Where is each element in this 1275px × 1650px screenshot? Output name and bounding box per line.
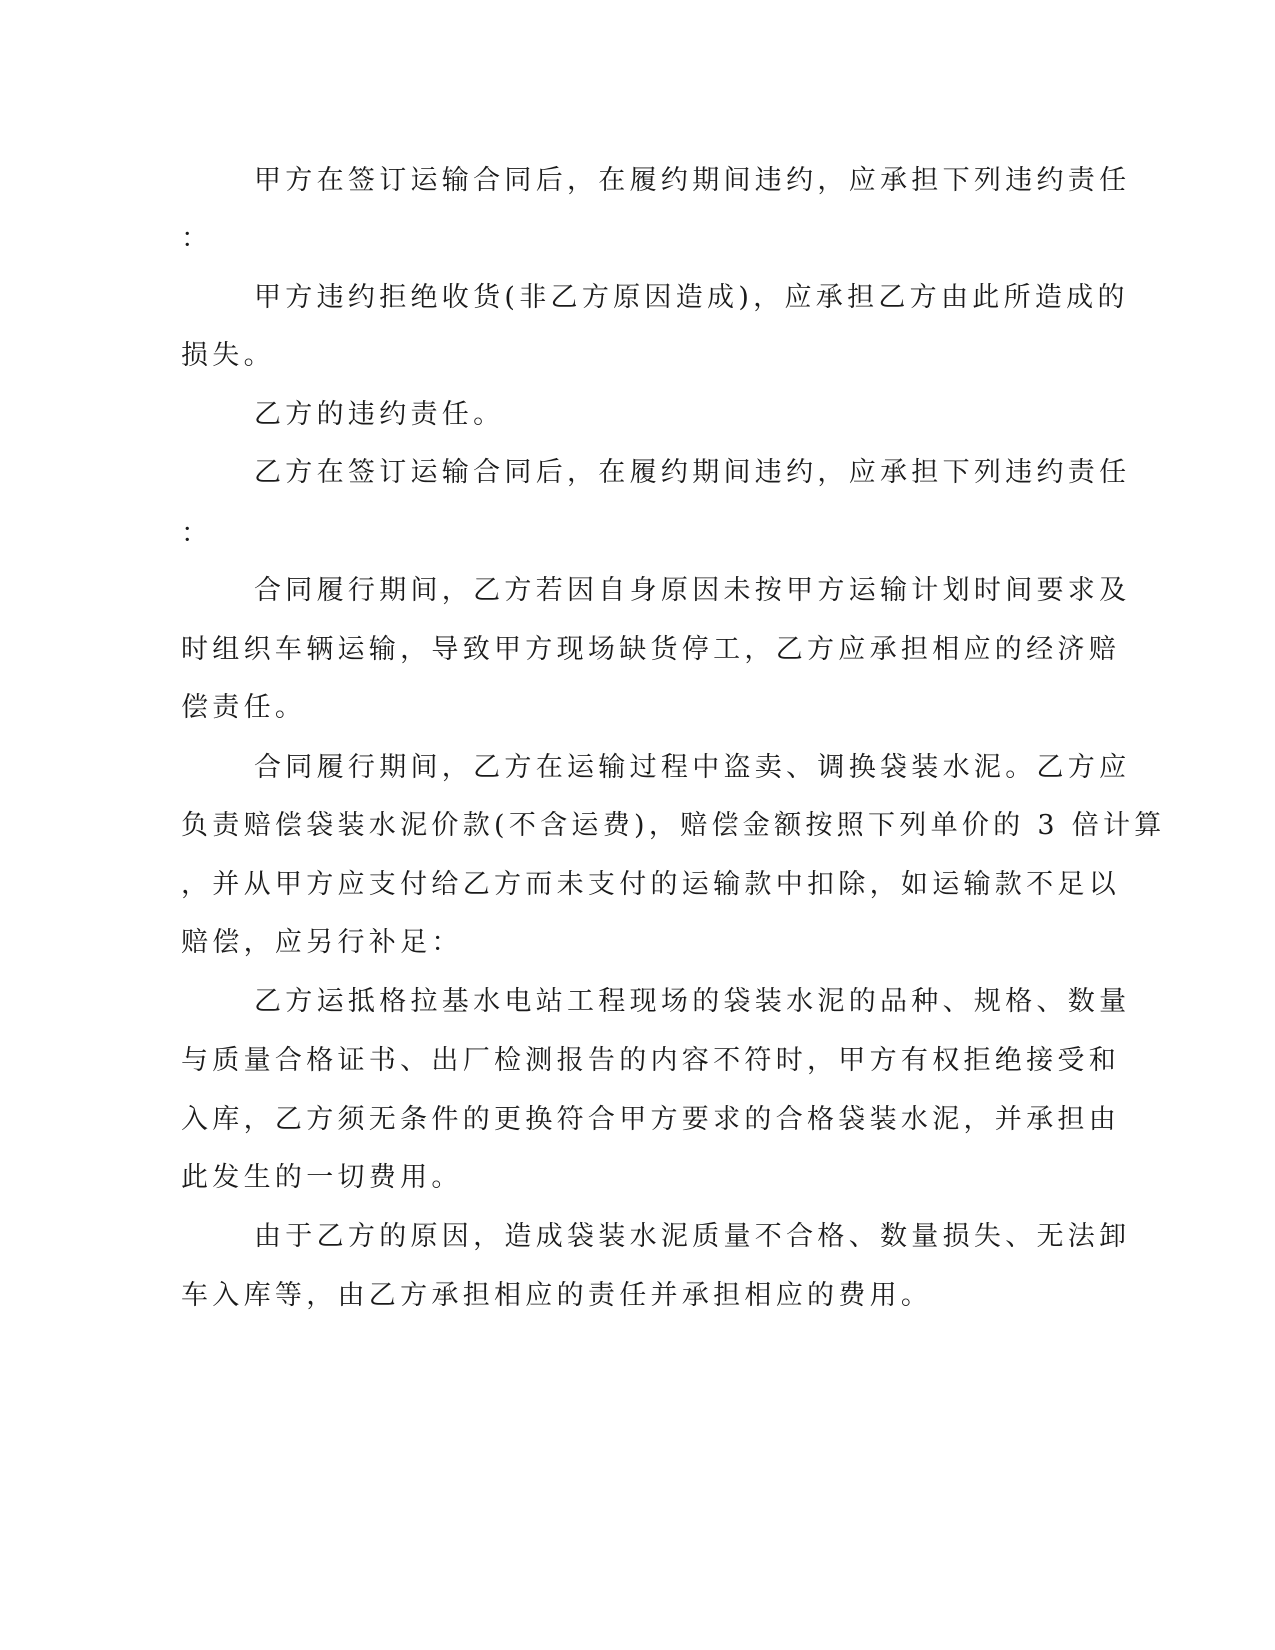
paragraph-1-line-2: ： [181, 223, 213, 254]
paragraph-8-line-1: 由于乙方的原因，造成袋装水泥质量不合格、数量损失、无法卸 [254, 1221, 1131, 1252]
paragraph-4-line-2: ： [181, 518, 213, 549]
paragraph-5-line-3: 偿责任。 [181, 692, 307, 723]
paragraph-1-line-1: 甲方在签订运输合同后，在履约期间违约，应承担下列违约责任 [254, 165, 1131, 196]
paragraph-5-line-1: 合同履行期间，乙方若因自身原因未按甲方运输计划时间要求及 [254, 575, 1131, 606]
paragraph-6-line-1: 合同履行期间，乙方在运输过程中盗卖、调换袋装水泥。乙方应 [254, 752, 1131, 783]
paragraph-3-line-1: 乙方的违约责任。 [254, 399, 505, 430]
paragraph-6-line-4: 赔偿，应另行补足： [181, 927, 463, 958]
paragraph-6-line-2: 负责赔偿袋装水泥价款(不含运费)，赔偿金额按照下列单价的 3 倍计算 [181, 810, 1166, 841]
paragraph-8-line-2: 车入库等，由乙方承担相应的责任并承担相应的费用。 [181, 1280, 933, 1311]
paragraph-6-line-3: ，并从甲方应支付给乙方而未支付的运输款中扣除，如运输款不足以 [181, 869, 1120, 900]
paragraph-7-line-1: 乙方运抵格拉基水电站工程现场的袋装水泥的品种、规格、数量 [254, 986, 1131, 1017]
paragraph-7-line-3: 入库，乙方须无条件的更换符合甲方要求的合格袋装水泥，并承担由 [181, 1104, 1120, 1135]
paragraph-5-line-2: 时组织车辆运输，导致甲方现场缺货停工，乙方应承担相应的经济赔 [181, 634, 1120, 665]
paragraph-4-line-1: 乙方在签订运输合同后，在履约期间违约，应承担下列违约责任 [254, 457, 1131, 488]
paragraph-2-line-1: 甲方违约拒绝收货(非乙方原因造成)，应承担乙方由此所造成的 [254, 282, 1129, 313]
paragraph-7-line-4: 此发生的一切费用。 [181, 1162, 463, 1193]
paragraph-2-line-2: 损失。 [181, 340, 275, 371]
paragraph-7-line-2: 与质量合格证书、出厂检测报告的内容不符时，甲方有权拒绝接受和 [181, 1045, 1120, 1076]
